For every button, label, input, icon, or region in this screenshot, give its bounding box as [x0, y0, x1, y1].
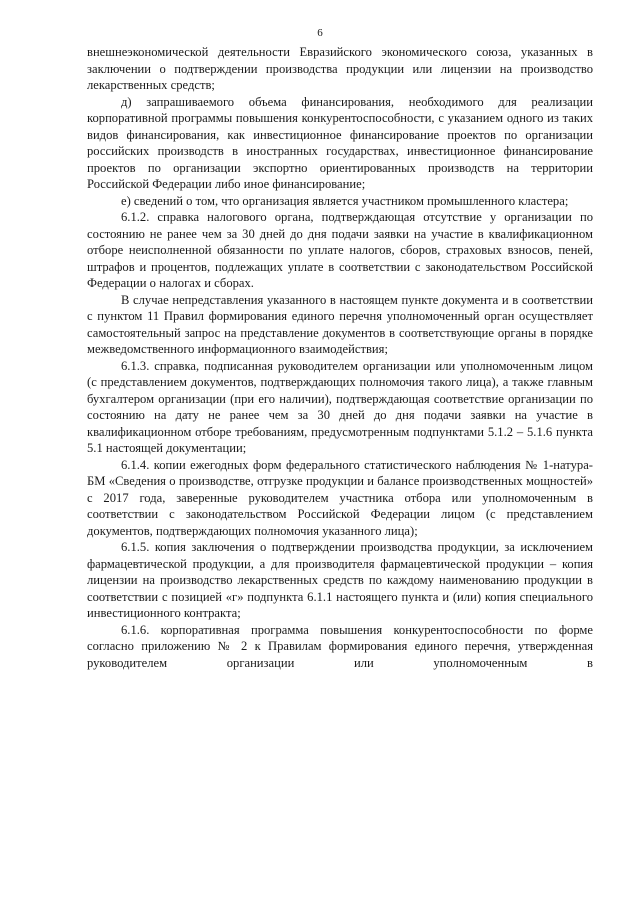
paragraph-6-1-6-corporate-program: 6.1.6. корпоративная программа повышения конкурентоспособности по форме согласно приложению № 2 к Правилам формирования единого перечня, утвержденная руководителем организации или уполномоченным в	[87, 622, 593, 670]
paragraph-6-1-4-statistical-forms: 6.1.4. копии ежегодных форм федерального статистического наблюдения № 1-натура-БМ «Сведения о производстве, отгрузке продукции и балансе производственных мощностей» с 2017 года, заверенные руководителем участника отбора или уполномоченным в соответствии с законодательством Российской Федерации лицом (с представлением документов, подтверждающих полномочия указанного лица);	[87, 457, 593, 538]
paragraph-non-submission-request: В случае непредставления указанного в настоящем пункте документа и в соответствии с пунктом 11 Правил формирования единого перечня уполномоченный орган осуществляет самостоятельный запрос на представление документов в соответствующие органы в порядке межведомственного информационного взаимодействия;	[87, 292, 593, 356]
paragraph-item-e-cluster: е) сведений о том, что организация является участником промышленного кластера;	[121, 193, 569, 208]
paragraph-6-1-5-production-conclusion: 6.1.5. копия заключения о подтверждении производства продукции, за исключением фармацевтической продукции, а для производителя фармацевтической продукции – копия лицензии на производство лекарственных средств по каждому наименованию продукции в соответствии с позицией «г» подпункта 6.1.1 настоящего пункта и (или) копия специального инвестиционного контракта;	[87, 540, 593, 620]
paragraph-item-d-financing: д) запрашиваемого объема финансирования, необходимого для реализации корпоративной программы повышения конкурентоспособности, с указанием одного из таких видов финансирования, как инвестиционное финансирование проектов по организации российских производств в иностранных государствах, инвестиционное финансирование проектов по организации экспортно ориентированных производств на территории Российской Федерации либо иное финансирование;	[87, 94, 593, 191]
document-body	[87, 44, 593, 671]
paragraph-6-1-2-tax-certificate: 6.1.2. справка налогового органа, подтверждающая отсутствие у организации по состоянию не ранее чем за 30 дней до дня подачи заявки на участие в квалификационном отборе неисполненной обязанности по уплате налогов, сборов, страховых взносов, пеней, штрафов и процентов, подлежащих уплате в соответствии с законодательством Российской Федерации о налогах и сборах.	[87, 210, 593, 290]
paragraph-6-1-3-compliance-certificate: 6.1.3. справка, подписанная руководителем организации или уполномоченным лицом (с представлением документов, подтверждающих полномочия такого лица), а также главным бухгалтером организации (при его наличии), подтверждающая соответствие организации по состоянию на дату не ранее чем за 30 дней до дня подачи заявки на участие в квалификационном отборе требованиям, предусмотренным подпунктами 5.1.2 – 5.1.6 пункта 5.1 настоящей документации;	[87, 358, 593, 455]
paragraph-eaeu-continuation: внешнеэкономической деятельности Евразийского экономического союза, указанных в заключении о подтверждении производства продукции или лицензии на производство лекарственных средств;	[87, 45, 593, 92]
page-number: 6	[317, 27, 323, 39]
